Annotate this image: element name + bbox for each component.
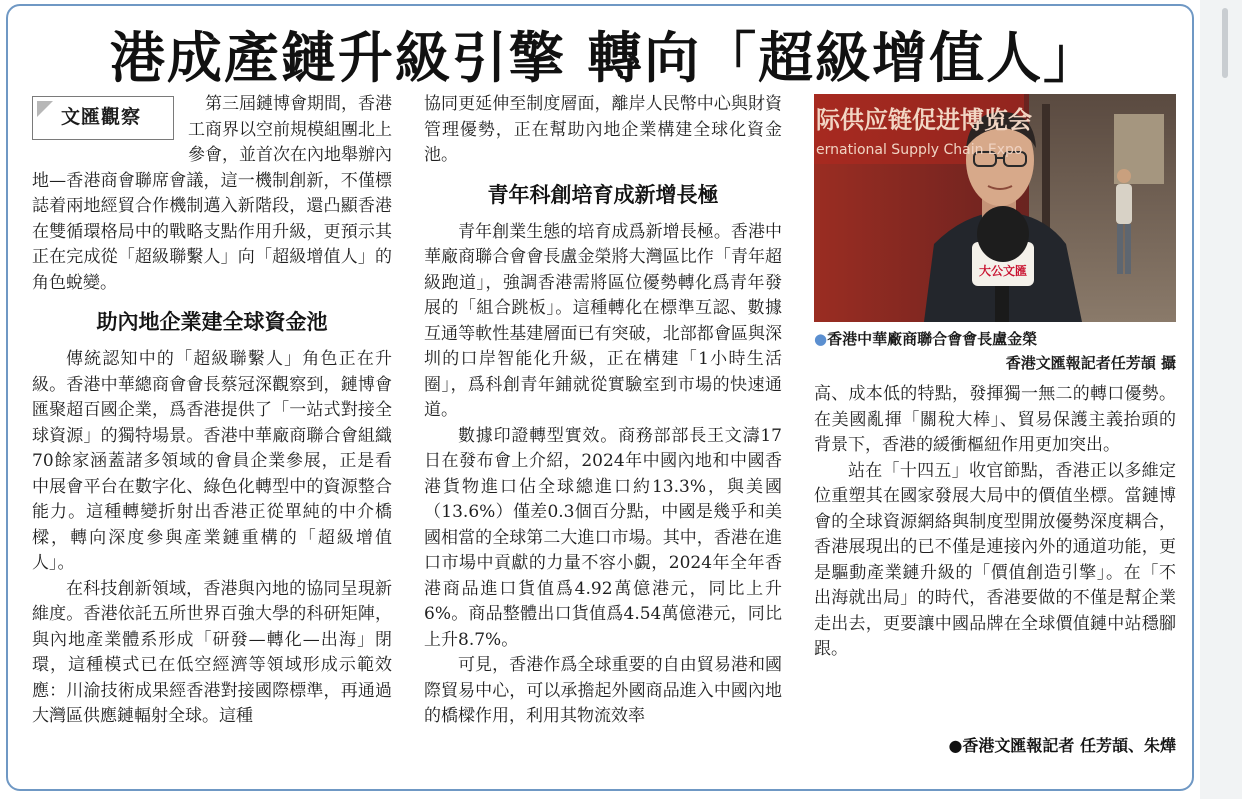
tag-corner-icon: [37, 101, 53, 117]
photo-banner-en: ernational Supply Chain Expo: [816, 142, 1023, 158]
column-tag-label: 文匯觀察: [61, 106, 142, 128]
caption-dot-icon: ●: [814, 330, 828, 348]
photo-caption-text: 香港中華廠商聯合會會長盧金榮: [827, 330, 1038, 348]
photo-banner-cn: 际供应链促进博览会: [816, 106, 1032, 134]
column-tag: [32, 96, 174, 140]
section1-paragraph-2-continued: 協同更延伸至制度層面，離岸人民幣中心與財資管理優勢，正在幫助內地企業構建全球化資金池。: [424, 94, 782, 165]
byline: ●香港文匯報記者 任芳頡、朱燁: [948, 736, 1176, 755]
section2-paragraph-3: 可見，香港作爲全球重要的自由貿易港和國際貿易中心，可以承擔起外國商品進入中國內地的橋樑作用，利用其物流效率: [424, 655, 782, 726]
column-1: [32, 92, 392, 730]
section2-paragraph-4: 站在「十四五」收官節點，香港正以多維定位重塑其在國家發展大局中的價值坐標。當鏈博會的全球資源網絡與制度型開放優勢深度耦合，香港展現出的已不僅是連接內外的通道功能，更是驅動產業鏈升級的「價值創造引擎」。在「不出海就出局」的時代，香港要做的不僅是幫企業走出去，更要讓中國品牌在全球價值鏈中站穩腳跟。: [814, 460, 1176, 659]
article-photo: [814, 94, 1176, 322]
section1-paragraph-2: 在科技創新領域，香港與內地的協同呈現新維度。香港依託五所世界百強大學的科研矩陣，與內地產業體系形成「研發—轉化—出海」閉環，這種模式已在低空經濟等領域形成示範效應：川渝技術成果經香港對接國際標準，再通過大灣區供應鏈輻射全球。這種: [32, 578, 392, 726]
column-2: [424, 92, 782, 730]
section2-heading: 青年科創培育成新增長極: [487, 182, 719, 207]
photo-caption-line-1: [814, 328, 1176, 350]
mic-logo: 大公文匯: [978, 264, 1027, 278]
column-3: [814, 382, 1176, 663]
headline: 港成產鏈升級引擎 轉向「超級增值人」: [109, 26, 1101, 90]
section2-paragraph-1: 青年創業生態的培育成爲新增長極。香港中華廠商聯合會會長盧金榮將大灣區比作「青年超級跑道」，強調香港需將區位優勢轉化爲青年發展的「組合跳板」。這種轉化在標準互認、數據互通等軟性基建層面已有突破，北部都會區與深圳的口岸智能化升級，正在構建「1小時生活圈」，爲科創青年鋪就從實驗室到市場的快速通道。: [424, 221, 782, 420]
scrollbar-thumb[interactable]: [1222, 8, 1228, 78]
scrollbar-track[interactable]: [1200, 0, 1242, 799]
section1-heading: 助內地企業建全球資金池: [96, 310, 328, 334]
section2-paragraph-3-continued: 高、成本低的特點，發揮獨一無二的轉口優勢。在美國亂揮「關稅大棒」、貿易保護主義抬頭的背景下，香港的緩衝樞紐作用更加突出。: [814, 384, 1176, 455]
section2-paragraph-2: 數據印證轉型實效。商務部部長王文濤17日在發布會上介紹，2024年中國內地和中國香港貨物進口佔全球總進口約13.3%，與美國（13.6%）僅差0.3個百分點，中國是幾乎和美國相當的全球第二大進口市場。其中，香港在進口市場中貢獻的力量不容小覷，2024年全年香港商品進口貨值爲4.92萬億港元，同比上升6%。商品整體出口貨值爲4.54萬億港元，同比上升8.7%。: [424, 425, 782, 650]
section1-paragraph-1: 傳統認知中的「超級聯繫人」角色正在升級。香港中華總商會會長蔡冠深觀察到，鏈博會匯聚超百國企業，爲香港提供了「一站式對接全球資源」的獨特場景。香港中華廠商聯合會組織70餘家涵蓋諸多領域的會員企業參展，正是看中展會平台在數字化、綠色化轉型中的資源整合能力。這種轉變折射出香港正從單純的中介橋樑，轉向深度參與產業鏈重構的「超級增值人」。: [32, 349, 392, 573]
photo-caption-line-2: 香港文匯報記者任芳頡 攝: [1005, 354, 1176, 372]
intro-paragraph: 第三屆鏈博會期間，香港工商界以空前規模組團北上參會，並首次在內地舉辦內地—香港商會聯席會議，這一機制創新，不僅標誌着兩地經貿合作機制邁入新階段，還凸顯香港在雙循環格局中的戰略支點作用升級，更預示其正在完成從「超級聯繫人」向「超級增值人」的角色蛻變。: [32, 94, 392, 293]
